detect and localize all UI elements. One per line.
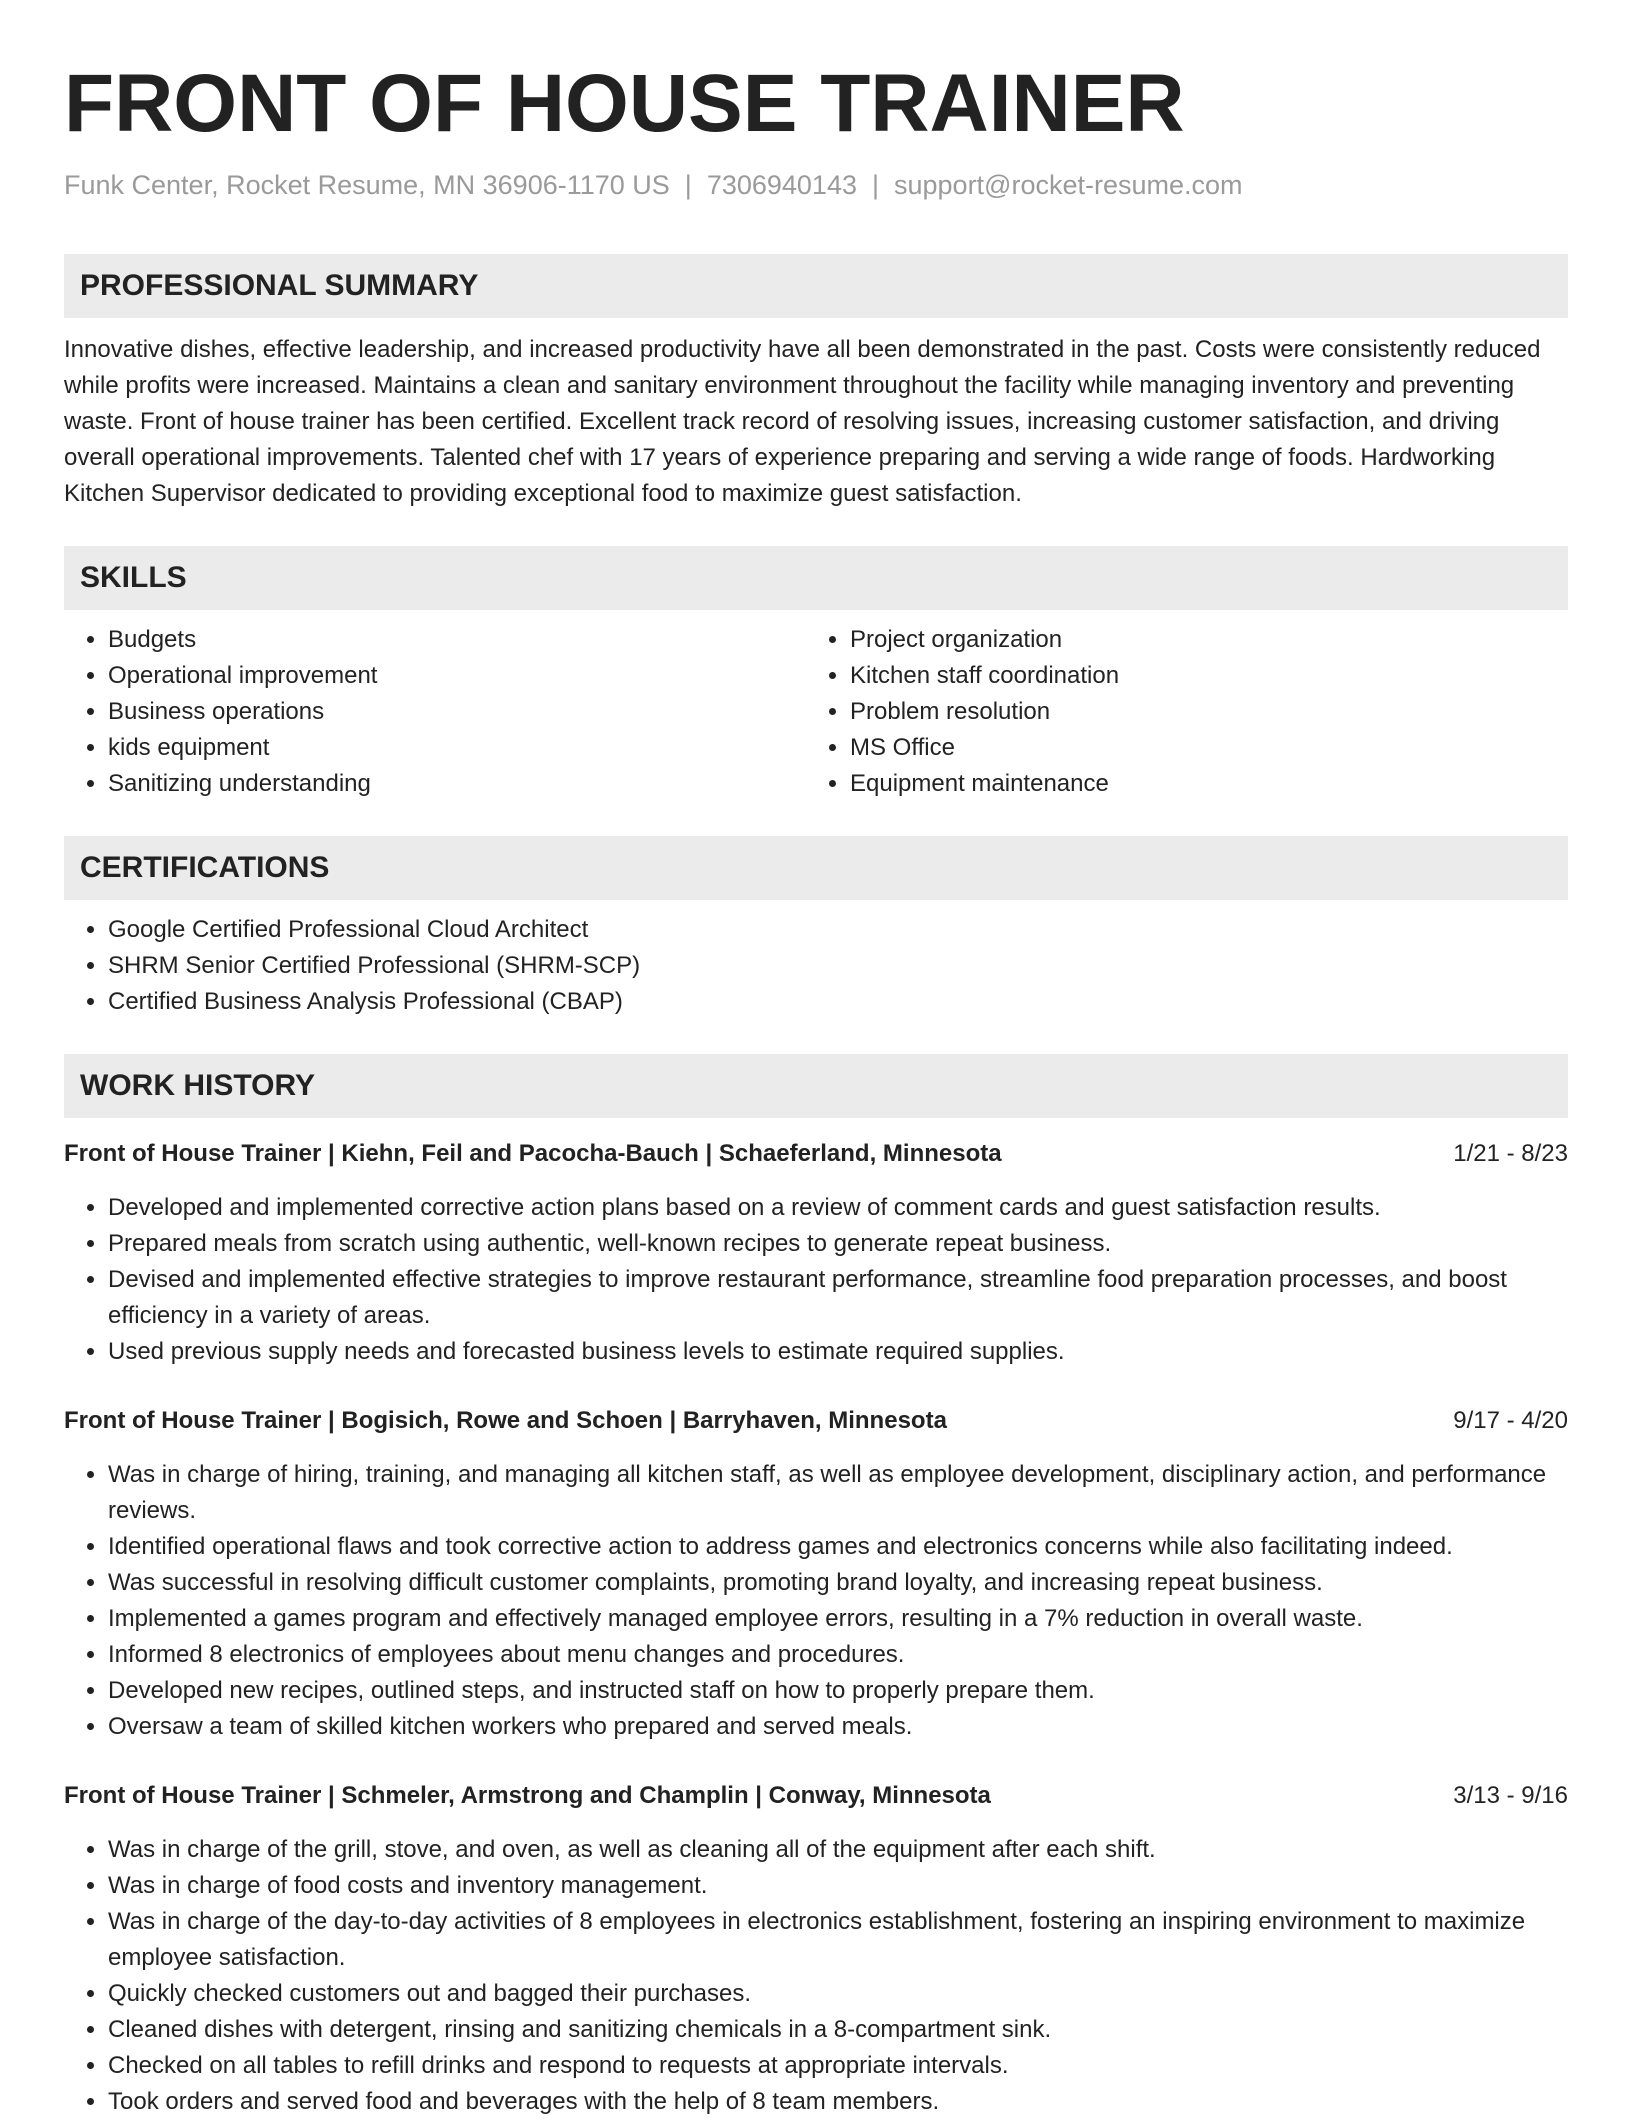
contact-line — [64, 168, 1568, 202]
skill-item: • kids equipment — [108, 730, 806, 766]
job-header — [64, 1403, 1568, 1439]
job-bullet: • Oversaw a team of skilled kitchen workers who prepared and served meals. — [108, 1709, 1568, 1745]
resume-page — [64, 0, 1568, 2120]
section-header-work-history: WORK HISTORY — [64, 1054, 1568, 1118]
skill-item: • Problem resolution — [850, 694, 1548, 730]
job-title: Front of House Trainer | Kiehn, Feil and Pacocha-Bauch | Schaeferland, Minnesota — [64, 1140, 1002, 1167]
certification-item: • Google Certified Professional Cloud Architect — [108, 912, 1568, 948]
skill-item: • Operational improvement — [108, 658, 806, 694]
job-dates: 9/17 - 4/20 — [1453, 1407, 1568, 1434]
job-bullet: • Developed and implemented corrective action plans based on a review of comment cards and guest satisfaction results. — [108, 1190, 1568, 1226]
job-bullet: • Identified operational flaws and took corrective action to address games and electronics concerns while also facilitating indeed. — [108, 1529, 1568, 1565]
skills-grid — [64, 622, 1568, 802]
job-header — [64, 1136, 1568, 1172]
job-bullet: • Informed 8 electronics of employees about menu changes and procedures. — [108, 1637, 1568, 1673]
contact-email: support@rocket-resume.com — [894, 170, 1243, 200]
summary-text: Innovative dishes, effective leadership, and increased productivity have all been demonstrated in the past. Costs were consistently reduced while profits were increased. Maintains a clean and sanitary environment throughout the facility while managing inventory and preventing waste. Front of house trainer has been certified. Excellent track record of resolving issues, increasing customer satisfaction, and driving overall operational improvements. Talented chef with 17 years of experience preparing and serving a wide range of foods. Hardworking Kitchen Supervisor dedicated to providing exceptional food to maximize guest satisfaction. — [64, 336, 1541, 507]
skill-item: • Sanitizing understanding — [108, 766, 806, 802]
certification-item: • SHRM Senior Certified Professional (SHRM-SCP) — [108, 948, 1568, 984]
job-bullet: • Was successful in resolving difficult customer complaints, promoting brand loyalty, and increasing repeat business. — [108, 1565, 1568, 1601]
job-bullet: • Checked on all tables to refill drinks and respond to requests at appropriate intervals. — [108, 2048, 1568, 2084]
job-bullet: • Devised and implemented effective strategies to improve restaurant performance, streamline food preparation processes, and boost efficiency in a variety of areas. — [108, 1262, 1568, 1334]
job-bullet: • Was in charge of the day-to-day activities of 8 employees in electronics establishment, fostering an inspiring environment to maximize employee satisfaction. — [108, 1904, 1568, 1976]
job-title: Front of House Trainer | Bogisich, Rowe and Schoen | Barryhaven, Minnesota — [64, 1407, 947, 1434]
skills-column-left — [64, 622, 806, 802]
job-entry — [64, 1778, 1568, 2120]
job-bullet: • Was in charge of food costs and inventory management. — [108, 1868, 1568, 1904]
contact-separator: | — [871, 170, 879, 200]
job-bullet: • Developed new recipes, outlined steps, and instructed staff on how to properly prepare them. — [108, 1673, 1568, 1709]
job-bullet: • Prepared meals from scratch using authentic, well-known recipes to generate repeat business. — [108, 1226, 1568, 1262]
job-bullet: • Quickly checked customers out and bagged their purchases. — [108, 1976, 1568, 2012]
certifications-list — [64, 912, 1568, 1020]
skill-item: • Project organization — [850, 622, 1548, 658]
contact-phone: 7306940143 — [706, 170, 857, 200]
job-bullet: • Used previous supply needs and forecasted business levels to estimate required supplies. — [108, 1334, 1568, 1370]
skill-item: • Budgets — [108, 622, 806, 658]
job-entry — [64, 1136, 1568, 1370]
job-dates: 3/13 - 9/16 — [1453, 1782, 1568, 1809]
job-title: Front of House Trainer | Schmeler, Armstrong and Champlin | Conway, Minnesota — [64, 1782, 991, 1809]
section-header-certifications: CERTIFICATIONS — [64, 836, 1568, 900]
job-bullet: • Cleaned dishes with detergent, rinsing and sanitizing chemicals in a 8-compartment sink. — [108, 2012, 1568, 2048]
section-header-summary: PROFESSIONAL SUMMARY — [64, 254, 1568, 318]
job-bullets — [64, 1457, 1568, 1745]
job-bullet: • Was in charge of the grill, stove, and oven, as well as cleaning all of the equipment after each shift. — [108, 1832, 1568, 1868]
skills-column-right — [806, 622, 1548, 802]
certification-item: • Certified Business Analysis Professional (CBAP) — [108, 984, 1568, 1020]
job-header — [64, 1778, 1568, 1814]
skill-item: • Equipment maintenance — [850, 766, 1548, 802]
contact-separator: | — [684, 170, 692, 200]
skill-item: • Kitchen staff coordination — [850, 658, 1548, 694]
job-bullets — [64, 1190, 1568, 1370]
skill-item: • Business operations — [108, 694, 806, 730]
job-bullet: • Was in charge of hiring, training, and managing all kitchen staff, as well as employee development, disciplinary action, and performance reviews. — [108, 1457, 1568, 1529]
resume-name: FRONT OF HOUSE TRAINER — [64, 58, 1185, 149]
job-dates: 1/21 - 8/23 — [1453, 1140, 1568, 1167]
contact-address: Funk Center, Rocket Resume, MN 36906-1170 US — [64, 170, 670, 200]
section-header-skills: SKILLS — [64, 546, 1568, 610]
job-entry — [64, 1403, 1568, 1745]
job-bullet: • Implemented a games program and effectively managed employee errors, resulting in a 7% reduction in overall waste. — [108, 1601, 1568, 1637]
job-bullet: • Took orders and served food and beverages with the help of 8 team members. — [108, 2084, 1568, 2120]
skill-item: • MS Office — [850, 730, 1548, 766]
job-bullets — [64, 1832, 1568, 2120]
